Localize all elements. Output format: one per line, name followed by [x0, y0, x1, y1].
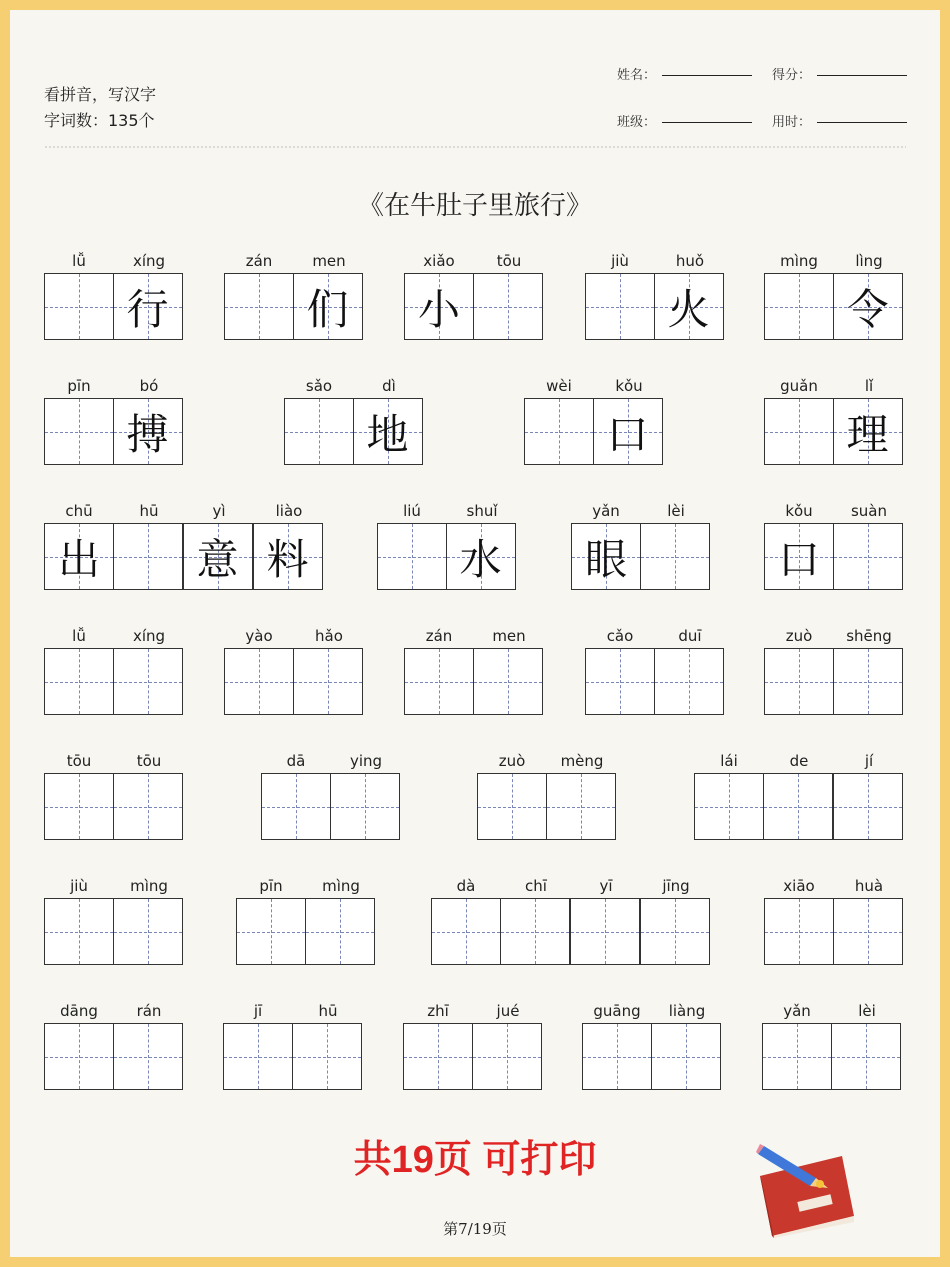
- writing-box[interactable]: [113, 648, 183, 715]
- char-cell: [431, 874, 501, 965]
- char-cell: [501, 874, 571, 965]
- word-group: [261, 749, 401, 840]
- char-cell: [473, 999, 543, 1090]
- char-cell: [44, 749, 114, 840]
- char-cell: [582, 999, 652, 1090]
- word-group: [44, 874, 184, 965]
- name-field[interactable]: [617, 64, 752, 83]
- pinyin-label: men: [312, 252, 346, 270]
- char-cell: [547, 749, 617, 840]
- word-group: [44, 749, 184, 840]
- char-cell: [331, 749, 401, 840]
- writing-box[interactable]: [353, 398, 423, 465]
- pinyin-label: wèi: [546, 377, 572, 395]
- writing-box[interactable]: [236, 898, 306, 965]
- dotted-divider: [44, 144, 906, 150]
- given-character: 料: [266, 534, 309, 584]
- pinyin-label: chī: [525, 877, 547, 895]
- given-character: 出: [57, 534, 100, 584]
- pinyin-label: dì: [382, 377, 396, 395]
- char-cell: [224, 624, 294, 715]
- word-group: [582, 999, 722, 1090]
- name-line: [662, 75, 752, 76]
- writing-box[interactable]: [833, 273, 903, 340]
- char-cell: [44, 499, 114, 590]
- writing-box[interactable]: [500, 898, 570, 965]
- given-character: 地: [366, 409, 409, 459]
- writing-box[interactable]: [571, 523, 641, 590]
- instruction-text: 看拼音，写汉字: [44, 85, 157, 104]
- word-group: [571, 499, 711, 590]
- char-cell: [652, 999, 722, 1090]
- given-character: 行: [126, 284, 169, 334]
- writing-box[interactable]: [113, 1023, 183, 1090]
- pinyin-label: yī: [599, 877, 613, 895]
- char-cell: [114, 249, 184, 340]
- instructions: [44, 82, 156, 134]
- pinyin-label: pīn: [67, 377, 91, 395]
- writing-box[interactable]: [764, 898, 834, 965]
- char-cell: [764, 249, 834, 340]
- lesson-title: 《在牛肚子里旅行》: [357, 191, 592, 221]
- char-cell: [294, 624, 364, 715]
- char-cell: [404, 624, 474, 715]
- pinyin-label: hū: [318, 1002, 338, 1020]
- char-cell: [477, 749, 547, 840]
- pinyin-label: huǒ: [675, 252, 705, 270]
- name-label: 姓名：: [617, 68, 657, 83]
- char-cell: [114, 499, 184, 590]
- pinyin-label: lǐ: [864, 377, 874, 395]
- char-cell: [293, 999, 363, 1090]
- writing-box[interactable]: [694, 773, 764, 840]
- char-cell: [524, 374, 594, 465]
- char-cell: [254, 499, 324, 590]
- pinyin-label: chū: [65, 502, 93, 520]
- class-line: [662, 122, 752, 123]
- pinyin-label: ying: [349, 752, 383, 770]
- writing-box[interactable]: [113, 773, 183, 840]
- given-character: 意: [196, 534, 239, 584]
- writing-box[interactable]: [570, 898, 640, 965]
- char-cell: [44, 874, 114, 965]
- writing-box[interactable]: [44, 523, 114, 590]
- char-cell: [114, 749, 184, 840]
- writing-box[interactable]: [292, 1023, 362, 1090]
- pinyin-label: lǚ: [72, 252, 86, 270]
- pinyin-label: xíng: [132, 627, 166, 645]
- pinyin-label: mìng: [322, 877, 360, 895]
- char-cell: [764, 624, 834, 715]
- pinyin-label: tōu: [66, 752, 92, 770]
- pinyin-label: cǎo: [606, 627, 634, 645]
- pinyin-label: liào: [275, 502, 303, 520]
- char-cell: [641, 499, 711, 590]
- writing-box[interactable]: [113, 398, 183, 465]
- word-group: [223, 999, 363, 1090]
- char-cell: [834, 374, 904, 465]
- writing-box[interactable]: [651, 1023, 721, 1090]
- pinyin-label: shuǐ: [466, 502, 498, 520]
- given-character: 火: [667, 284, 710, 334]
- pinyin-label: yǎn: [783, 1002, 811, 1020]
- pinyin-label: rán: [136, 1002, 162, 1020]
- given-character: 口: [606, 409, 649, 459]
- writing-box[interactable]: [524, 398, 594, 465]
- word-group: [764, 874, 904, 965]
- word-group: [44, 624, 184, 715]
- char-cell: [832, 999, 902, 1090]
- word-group: [284, 374, 424, 465]
- word-group: [524, 374, 664, 465]
- char-cell: [44, 624, 114, 715]
- pinyin-label: yǎn: [592, 502, 620, 520]
- char-cell: [834, 749, 904, 840]
- writing-box[interactable]: [446, 523, 516, 590]
- given-character: 理: [846, 409, 889, 459]
- writing-box[interactable]: [833, 398, 903, 465]
- char-cell: [44, 249, 114, 340]
- word-group: [762, 999, 902, 1090]
- writing-box[interactable]: [477, 773, 547, 840]
- writing-box[interactable]: [404, 273, 474, 340]
- writing-box[interactable]: [44, 1023, 114, 1090]
- writing-box[interactable]: [472, 1023, 542, 1090]
- word-group: [764, 624, 904, 715]
- word-group: [431, 874, 711, 965]
- word-group: [403, 999, 543, 1090]
- writing-box[interactable]: [833, 648, 903, 715]
- word-group: [44, 499, 324, 590]
- writing-box[interactable]: [431, 898, 501, 965]
- pinyin-label: tōu: [136, 752, 162, 770]
- char-cell: [404, 249, 474, 340]
- writing-box[interactable]: [183, 523, 253, 590]
- pinyin-label: jiù: [70, 877, 88, 895]
- word-group: [44, 999, 184, 1090]
- score-line: [817, 75, 907, 76]
- char-cell: [571, 499, 641, 590]
- char-cell: [594, 374, 664, 465]
- char-cell: [306, 874, 376, 965]
- writing-box[interactable]: [44, 398, 114, 465]
- pinyin-label: zán: [245, 252, 273, 270]
- writing-box[interactable]: [585, 648, 655, 715]
- pinyin-label: xiǎo: [423, 252, 455, 270]
- writing-box[interactable]: [640, 898, 710, 965]
- writing-box[interactable]: [223, 1023, 293, 1090]
- word-group: [404, 624, 544, 715]
- class-label: 班级：: [617, 115, 657, 130]
- pinyin-label: suàn: [850, 502, 888, 520]
- pinyin-label: dà: [456, 877, 476, 895]
- writing-box[interactable]: [473, 273, 543, 340]
- writing-box[interactable]: [833, 773, 903, 840]
- writing-box[interactable]: [833, 898, 903, 965]
- writing-box[interactable]: [113, 273, 183, 340]
- word-group: [585, 624, 725, 715]
- char-cell: [224, 249, 294, 340]
- char-cell: [114, 874, 184, 965]
- writing-box[interactable]: [284, 398, 354, 465]
- word-group: [404, 249, 544, 340]
- given-character: 令: [846, 284, 889, 334]
- pinyin-label: jí: [864, 752, 874, 770]
- char-cell: [44, 374, 114, 465]
- char-cell: [474, 249, 544, 340]
- pinyin-label: huà: [854, 877, 884, 895]
- word-group: [236, 874, 376, 965]
- writing-box[interactable]: [582, 1023, 652, 1090]
- char-cell: [762, 999, 832, 1090]
- word-group: [764, 249, 904, 340]
- char-cell: [261, 749, 331, 840]
- char-cell: [764, 499, 834, 590]
- score-label: 得分：: [772, 68, 812, 83]
- word-group: [224, 624, 364, 715]
- pinyin-label: hū: [139, 502, 159, 520]
- char-cell: [44, 999, 114, 1090]
- worksheet-page: [10, 10, 940, 1257]
- pinyin-label: liú: [403, 502, 421, 520]
- writing-box[interactable]: [330, 773, 400, 840]
- char-cell: [223, 999, 293, 1090]
- pinyin-label: shēng: [846, 627, 892, 645]
- given-character: 搏: [126, 409, 169, 459]
- pinyin-label: bó: [139, 377, 159, 395]
- char-cell: [834, 624, 904, 715]
- char-cell: [447, 499, 517, 590]
- writing-box[interactable]: [585, 273, 655, 340]
- word-group: [764, 499, 904, 590]
- writing-box[interactable]: [640, 523, 710, 590]
- pinyin-label: lái: [720, 752, 738, 770]
- writing-box[interactable]: [113, 523, 183, 590]
- writing-box[interactable]: [404, 648, 474, 715]
- pinyin-label: xíng: [132, 252, 166, 270]
- pinyin-label: lèi: [667, 502, 685, 520]
- word-group: [377, 499, 517, 590]
- writing-box[interactable]: [593, 398, 663, 465]
- pinyin-label: lèi: [858, 1002, 876, 1020]
- pinyin-label: hǎo: [315, 627, 343, 645]
- word-group: [44, 374, 184, 465]
- char-cell: [571, 874, 641, 965]
- pinyin-label: jī: [253, 1002, 263, 1020]
- pinyin-label: xiāo: [783, 877, 815, 895]
- promo-text: 共19页 可打印: [353, 1139, 597, 1181]
- writing-box[interactable]: [253, 523, 323, 590]
- char-cell: [694, 749, 764, 840]
- writing-box[interactable]: [261, 773, 331, 840]
- pinyin-label: liàng: [668, 1002, 706, 1020]
- pinyin-label: duī: [678, 627, 702, 645]
- char-cell: [655, 624, 725, 715]
- writing-box[interactable]: [654, 648, 724, 715]
- writing-box[interactable]: [473, 648, 543, 715]
- pinyin-label: zán: [425, 627, 453, 645]
- pinyin-label: mìng: [780, 252, 818, 270]
- writing-box[interactable]: [762, 1023, 832, 1090]
- char-cell: [377, 499, 447, 590]
- char-cell: [184, 499, 254, 590]
- pinyin-label: sǎo: [305, 377, 333, 395]
- writing-box[interactable]: [44, 273, 114, 340]
- writing-box[interactable]: [224, 273, 294, 340]
- pinyin-label: mìng: [130, 877, 168, 895]
- writing-box[interactable]: [44, 648, 114, 715]
- pinyin-label: zuò: [498, 752, 526, 770]
- writing-box[interactable]: [224, 648, 294, 715]
- given-character: 眼: [584, 534, 627, 584]
- writing-box[interactable]: [113, 898, 183, 965]
- pinyin-label: yì: [212, 502, 226, 520]
- writing-box[interactable]: [763, 773, 833, 840]
- char-cell: [834, 249, 904, 340]
- time-field[interactable]: [772, 111, 907, 130]
- pinyin-label: guǎn: [780, 377, 818, 395]
- pinyin-label: men: [492, 627, 526, 645]
- char-cell: [294, 249, 364, 340]
- char-cell: [655, 249, 725, 340]
- pinyin-label: de: [789, 752, 809, 770]
- writing-box[interactable]: [305, 898, 375, 965]
- writing-box[interactable]: [654, 273, 724, 340]
- word-group: [44, 249, 184, 340]
- writing-box[interactable]: [831, 1023, 901, 1090]
- page-number: 第7/19页: [443, 1220, 507, 1238]
- score-field[interactable]: [772, 64, 907, 83]
- pinyin-label: mèng: [560, 752, 604, 770]
- word-group: [585, 249, 725, 340]
- pinyin-label: lìng: [855, 252, 883, 270]
- pinyin-label: kǒu: [785, 502, 813, 520]
- char-cell: [585, 624, 655, 715]
- writing-box[interactable]: [764, 523, 834, 590]
- writing-box[interactable]: [44, 773, 114, 840]
- pinyin-label: tōu: [496, 252, 522, 270]
- char-cell: [764, 374, 834, 465]
- given-character: 水: [459, 534, 502, 584]
- writing-box[interactable]: [377, 523, 447, 590]
- word-group: [694, 749, 904, 840]
- given-character: 小: [417, 284, 460, 334]
- word-group: [764, 374, 904, 465]
- writing-box[interactable]: [764, 273, 834, 340]
- writing-box[interactable]: [764, 398, 834, 465]
- char-cell: [114, 374, 184, 465]
- pinyin-label: zhī: [427, 1002, 449, 1020]
- writing-box[interactable]: [546, 773, 616, 840]
- pinyin-label: kǒu: [615, 377, 643, 395]
- char-cell: [403, 999, 473, 1090]
- char-cell: [641, 874, 711, 965]
- pinyin-label: jīng: [662, 877, 690, 895]
- char-cell: [834, 499, 904, 590]
- word-count: 字词数：135个: [44, 111, 155, 130]
- time-label: 用时：: [772, 115, 812, 130]
- writing-box[interactable]: [293, 273, 363, 340]
- writing-box[interactable]: [293, 648, 363, 715]
- given-character: 口: [777, 534, 820, 584]
- word-group: [477, 749, 617, 840]
- pinyin-label: yào: [245, 627, 273, 645]
- char-cell: [114, 624, 184, 715]
- char-cell: [236, 874, 306, 965]
- pinyin-label: dāng: [60, 1002, 98, 1020]
- char-cell: [764, 749, 834, 840]
- word-group: [224, 249, 364, 340]
- time-line: [817, 122, 907, 123]
- char-cell: [585, 249, 655, 340]
- pinyin-label: jiù: [611, 252, 629, 270]
- pinyin-label: jué: [496, 1002, 520, 1020]
- pinyin-label: dā: [286, 752, 306, 770]
- writing-box[interactable]: [764, 648, 834, 715]
- pinyin-label: lǚ: [72, 627, 86, 645]
- char-cell: [834, 874, 904, 965]
- char-cell: [764, 874, 834, 965]
- char-cell: [474, 624, 544, 715]
- pinyin-label: zuò: [785, 627, 813, 645]
- writing-box[interactable]: [833, 523, 903, 590]
- given-character: 们: [306, 284, 349, 334]
- writing-box[interactable]: [403, 1023, 473, 1090]
- char-cell: [284, 374, 354, 465]
- class-field[interactable]: [617, 111, 752, 130]
- char-cell: [354, 374, 424, 465]
- pinyin-label: pīn: [259, 877, 283, 895]
- pinyin-label: guāng: [593, 1002, 641, 1020]
- char-cell: [114, 999, 184, 1090]
- writing-box[interactable]: [44, 898, 114, 965]
